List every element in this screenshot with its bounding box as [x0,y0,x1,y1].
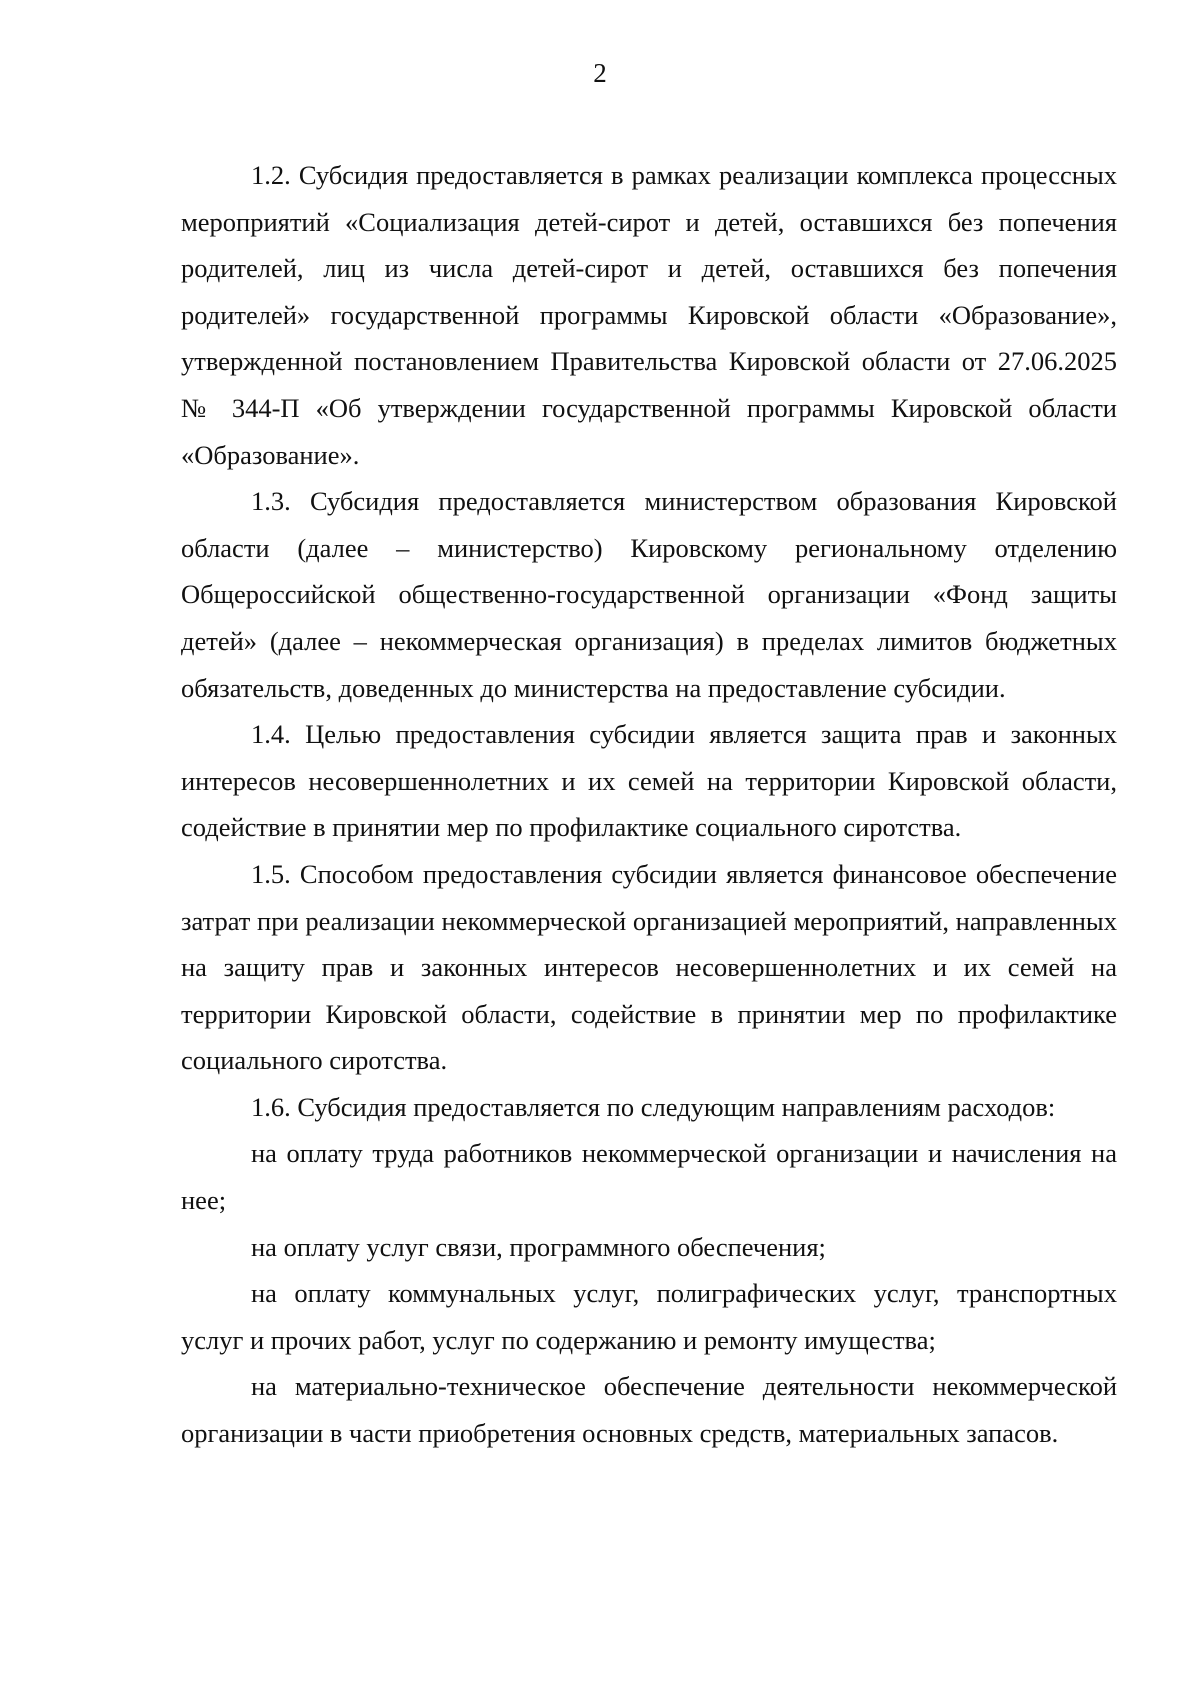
paragraph-1-3: 1.3. Субсидия предоставляется министерством образования Кировской области (далее – министерство) Кировскому региональному отделению Общероссийской общественно-государственной организации «Фонд защиты детей» (далее – некоммерческая организация) в пределах лимитов бюджетных обязательств, доведенных до министерства на предоставление субсидии. [181,486,1117,703]
expense-item-equipment: на материально-техническое обеспечение деятельности некоммерческой организации в части приобретения основных средств, материальных запасов. [181,1371,1117,1449]
paragraph-1-5: 1.5. Способом предоставления субсидии является финансовое обеспечение затрат при реализации некоммерческой организацией мероприятий, направленных на защиту прав и законных интересов несовершеннолетних и их семей на территории Кировской области, содействие в принятии мер по профилактике социального сиротства. [181,858,1117,1076]
expense-item-labor: на оплату труда работников некоммерческой организации и начисления на нее; [181,1138,1117,1216]
expense-item-communications: на оплату услуг связи, программного обеспечения; [251,1231,826,1262]
expense-item-utilities: на оплату коммунальных услуг, полиграфических услуг, транспортных услуг и прочих работ, услуг по содержанию и ремонту имущества; [181,1278,1117,1355]
document-body [181,152,1117,1457]
paragraph-1-2: 1.2. Субсидия предоставляется в рамках реализации комплекса процессных мероприятий «Социализация детей-сирот и детей, оставшихся без попечения родителей, лиц из числа детей-сирот и детей, оставшихся без попечения родителей» государственной программы Кировской области «Образование», утвержденной постановлением Правительства Кировской области от 27.06.2025 № 344-П «Об утверждении государственной программы Кировской области «Образование». [181,160,1117,470]
paragraph-1-4: 1.4. Целью предоставления субсидии является защита прав и законных интересов несовершеннолетних и их семей на территории Кировской области, содействие в принятии мер по профилактике социального сиротства. [181,719,1117,843]
page-number: 2 [593,58,607,88]
paragraph-1-6: 1.6. Субсидия предоставляется по следующим направлениям расходов: [251,1091,1056,1122]
